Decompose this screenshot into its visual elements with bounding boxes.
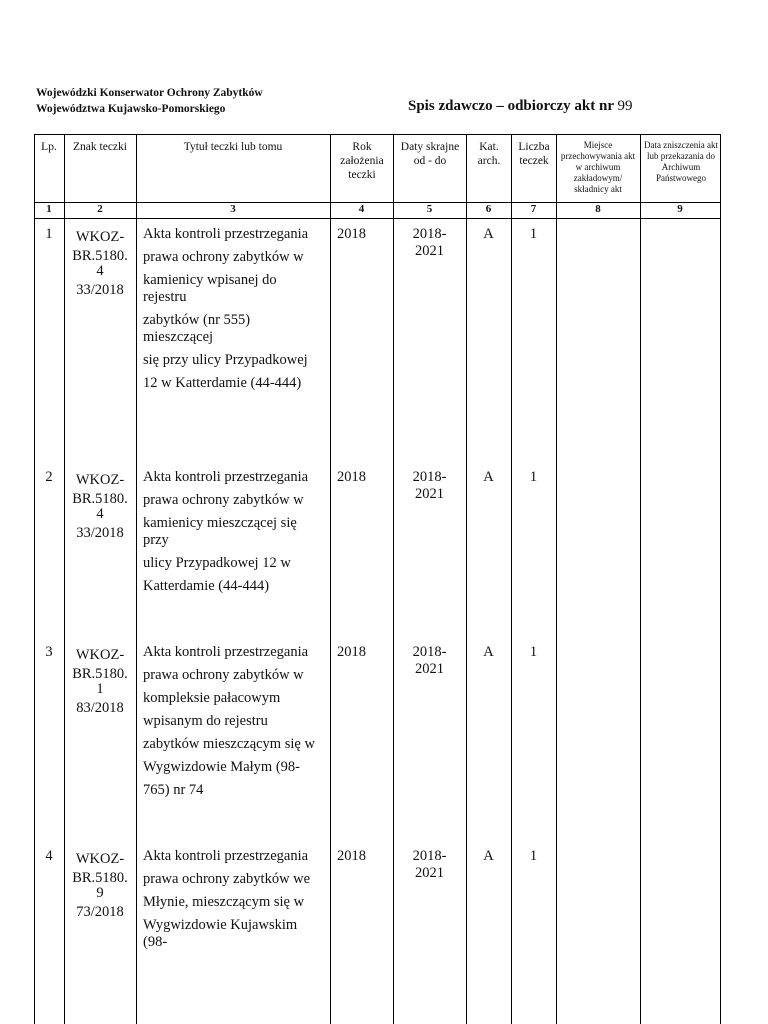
row-title	[143, 226, 329, 392]
row-liczba: 1	[529, 469, 538, 485]
col-border	[34, 134, 35, 1024]
row-daty	[393, 644, 466, 678]
daty-line: 2021	[415, 661, 444, 677]
row-daty	[393, 848, 466, 882]
title-line: Akta kontroli przestrzegania	[143, 644, 309, 660]
col-border	[330, 134, 331, 1024]
title-line: Wygwizdowie Kujawskim	[143, 917, 298, 933]
title-line: prawa ochrony zabytków w	[143, 667, 304, 683]
column-number: 9	[677, 203, 683, 215]
row-liczba: 1	[529, 644, 538, 660]
column-header-daty: Daty skrajne od - do	[400, 141, 460, 167]
znak-line: WKOZ-	[75, 229, 125, 245]
title-line: Akta kontroli przestrzegania	[143, 469, 309, 485]
znak-line: BR.5180.	[72, 666, 128, 682]
title-line: zabytków mieszczącym się w	[143, 736, 315, 752]
document-title	[408, 98, 632, 115]
column-number: 8	[595, 203, 601, 215]
column-header-miejsce: Miejsce przechowywania akt w archiwum zakładowym/ składnicy akt	[560, 140, 636, 194]
column-header-rok: Rok założenia teczki	[340, 141, 384, 181]
znak-line: 4	[96, 263, 104, 279]
institution-line-1: Wojewódzki Konserwator Ochrony Zabytków	[36, 87, 263, 99]
daty-line: 2021	[415, 865, 444, 881]
col-border	[720, 134, 721, 1024]
title-line: wpisanym do rejestru	[143, 713, 268, 729]
row-znak	[64, 469, 136, 544]
title-line: Akta kontroli przestrzegania	[143, 848, 309, 864]
title-line: prawa ochrony zabytków we	[143, 871, 311, 887]
znak-line: 83/2018	[76, 700, 124, 716]
column-header-kat: Kat. arch.	[477, 141, 501, 167]
daty-line: 2018-	[412, 848, 447, 864]
document-title-text: Spis zdawczo – odbiorczy akt nr	[408, 98, 614, 114]
znak-line: WKOZ-	[75, 851, 125, 867]
title-line: kamienicy mieszczącej się	[143, 515, 297, 531]
daty-line: 2018-	[412, 226, 447, 242]
records-table	[34, 134, 721, 1024]
document-number: 99	[617, 98, 633, 114]
column-number: 4	[358, 203, 365, 215]
col-border	[511, 134, 512, 1024]
column-header-data-zniszczenia: Data zniszczenia akt lub przekazania do Archiwum Państwowego	[644, 140, 718, 183]
institution-line-2: Województwa Kujawsko-Pomorskiego	[36, 103, 226, 115]
row-znak	[64, 848, 136, 923]
row-lp: 2	[45, 469, 53, 485]
title-line: prawa ochrony zabytków w	[143, 249, 304, 265]
institution-header	[36, 85, 263, 117]
row-lp: 4	[45, 848, 53, 864]
row-znak	[64, 644, 136, 719]
column-number: 6	[485, 203, 492, 215]
row-znak	[64, 226, 136, 301]
title-line: Katterdamie (44-444)	[143, 578, 270, 594]
column-header-tytul: Tytuł teczki lub tomu	[183, 141, 283, 153]
row-kat: A	[483, 226, 494, 242]
title-line: (98-	[143, 934, 168, 950]
daty-line: 2018-	[412, 469, 447, 485]
title-line: mieszczącej	[143, 329, 214, 345]
znak-line: 1	[96, 681, 104, 697]
col-border	[136, 134, 137, 1024]
column-number: 3	[230, 203, 236, 215]
znak-line: 9	[96, 885, 104, 901]
title-line: kamienicy wpisanej do	[143, 272, 277, 288]
table-border-top	[34, 134, 721, 135]
column-header-lp: Lp.	[41, 141, 57, 153]
title-line: ulicy Przypadkowej 12 w	[143, 555, 291, 571]
title-line: Młynie, mieszczącym się w	[143, 894, 305, 910]
row-lp: 3	[45, 644, 53, 660]
row-daty	[393, 226, 466, 260]
column-header-liczba: Liczba teczek	[518, 141, 550, 167]
title-line: 12 w Katterdamie (44-444)	[143, 375, 302, 391]
row-daty	[393, 469, 466, 503]
row-rok: 2018	[337, 469, 366, 485]
znak-line: WKOZ-	[75, 472, 125, 488]
title-line: rejestru	[143, 289, 187, 305]
row-title	[143, 469, 329, 595]
row-liczba: 1	[529, 226, 538, 242]
znak-line: 73/2018	[76, 904, 124, 920]
row-rok: 2018	[337, 848, 366, 864]
daty-line: 2018-	[412, 644, 447, 660]
title-line: się przy ulicy Przypadkowej	[143, 352, 308, 368]
row-lp: 1	[45, 226, 53, 242]
znak-line: BR.5180.	[72, 491, 128, 507]
title-line: zabytków (nr 555)	[143, 312, 251, 328]
znak-line: 33/2018	[76, 525, 124, 541]
daty-line: 2021	[415, 243, 444, 259]
znak-line: WKOZ-	[75, 647, 125, 663]
daty-line: 2021	[415, 486, 444, 502]
col-border	[393, 134, 394, 1024]
col-border	[640, 134, 641, 1024]
number-row-divider	[34, 218, 721, 219]
znak-line: 4	[96, 506, 104, 522]
row-title	[143, 644, 329, 799]
znak-line: 33/2018	[76, 282, 124, 298]
column-number: 5	[426, 203, 433, 215]
znak-line: BR.5180.	[72, 248, 128, 264]
title-line: prawa ochrony zabytków w	[143, 492, 304, 508]
znak-line: BR.5180.	[72, 870, 128, 886]
col-border	[556, 134, 557, 1024]
title-line: Wygwizdowie Małym (98-	[143, 759, 300, 775]
column-number: 1	[46, 203, 52, 215]
column-header-znak: Znak teczki	[73, 141, 127, 153]
column-number: 2	[97, 203, 103, 215]
row-kat: A	[483, 644, 494, 660]
title-line: Akta kontroli przestrzegania	[143, 226, 309, 242]
row-kat: A	[483, 848, 494, 864]
title-line: przy	[143, 532, 169, 548]
column-number: 7	[530, 203, 537, 215]
row-kat: A	[483, 469, 494, 485]
row-rok: 2018	[337, 644, 366, 660]
title-line: 765) nr 74	[143, 782, 204, 798]
title-line: kompleksie pałacowym	[143, 690, 281, 706]
row-rok: 2018	[337, 226, 366, 242]
row-title	[143, 848, 329, 951]
col-border	[466, 134, 467, 1024]
row-liczba: 1	[529, 848, 538, 864]
